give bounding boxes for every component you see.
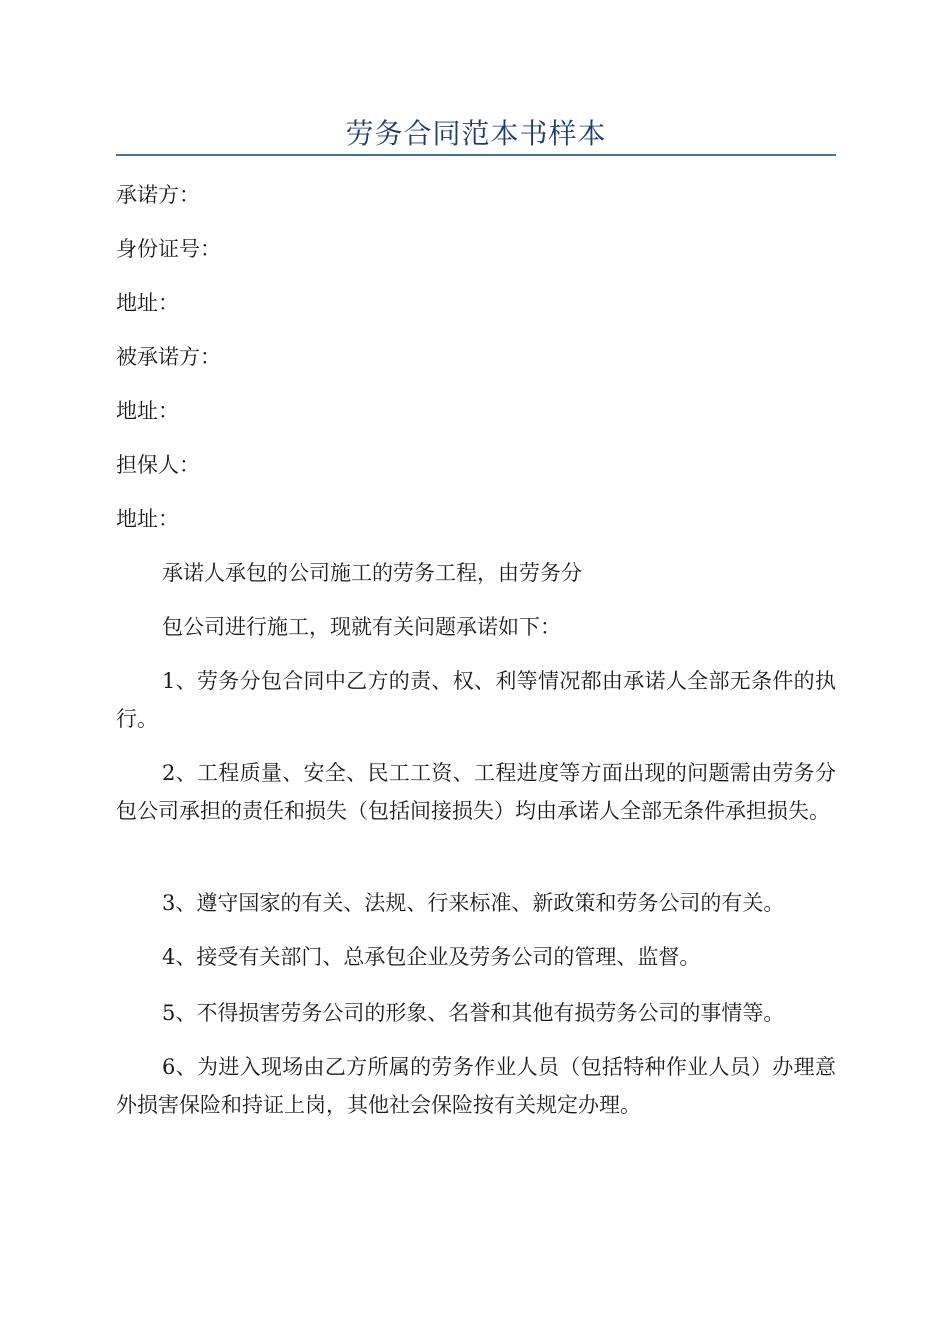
field-address-3: 地址： (116, 507, 179, 531)
clause-4: 4、接受有关部门、总承包企业及劳务公司的管理、监督。 (162, 945, 701, 969)
intro-line-2: 包公司进行施工，现就有关问题承诺如下： (162, 615, 561, 639)
clause-3: 3、遵守国家的有关、法规、行来标准、新政策和劳务公司的有关。 (162, 891, 785, 915)
field-promisor: 承诺方： (116, 183, 200, 207)
field-id-number: 身份证号： (116, 237, 221, 261)
field-address-2: 地址： (116, 399, 179, 423)
field-promisee: 被承诺方： (116, 345, 221, 369)
clause-2: 2、工程质量、安全、民工工资、工程进度等方面出现的问题需由劳务分包公司承担的责任和损失（包括间接损失）均由承诺人全部无条件承担损失。 (116, 761, 836, 823)
clause-1: 1、劳务分包合同中乙方的责、权、利等情况都由承诺人全部无条件的执行。 (116, 669, 836, 731)
clause-5: 5、不得损害劳务公司的形象、名誉和其他有损劳务公司的事情等。 (162, 1001, 785, 1025)
title-underline (116, 154, 836, 156)
document-title: 劳务合同范本书样本 (345, 117, 607, 150)
field-guarantor: 担保人： (116, 453, 200, 477)
field-address-1: 地址： (116, 291, 179, 315)
clause-6: 6、为进入现场由乙方所属的劳务作业人员（包括特种作业人员）办理意外损害保险和持证上岗，其他社会保险按有关规定办理。 (116, 1055, 836, 1117)
intro-line-1: 承诺人承包的公司施工的劳务工程，由劳务分 (162, 561, 582, 585)
